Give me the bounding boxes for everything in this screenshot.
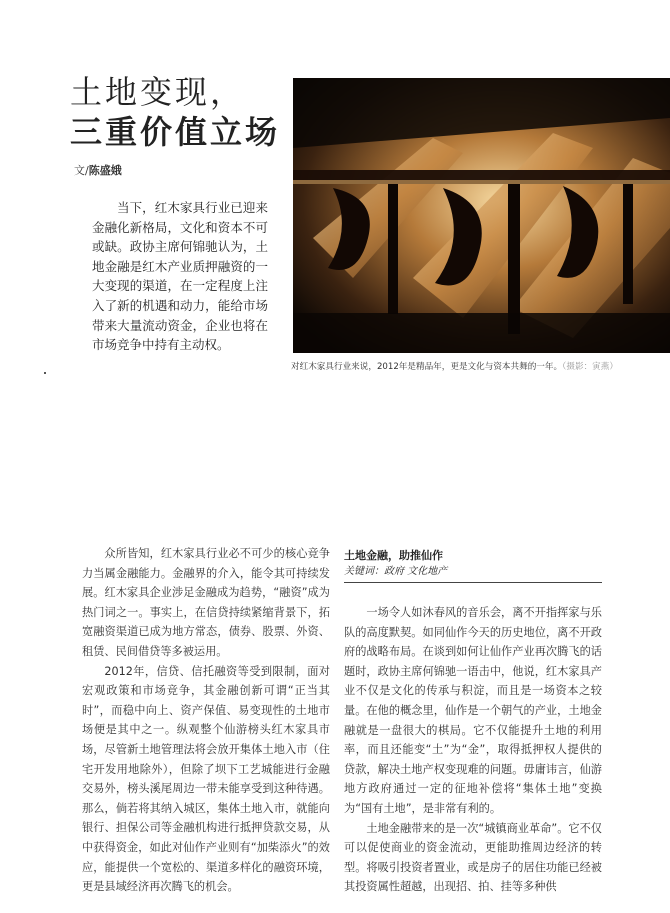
body-column-right [344,548,602,897]
keywords-value: 政府 文化地产 [384,566,448,577]
section-title: 土地金融，助推仙作 [344,549,443,562]
body-paragraph: 众所皆知，红木家具行业必不可少的核心竞争力当属金融能力。金融界的介入，能令其可持续发展。红木家具企业涉足金融成为趋势，“融资”成为热门词之一。事实上，在信贷持续紧缩背景下，拓宽融资渠道已成为地方常态，债券、股票、外资、租赁、民间借贷等多被运用。 [82,547,330,658]
lede-paragraph: 当下，红木家具行业已迎来金融化新格局，文化和资本不可或缺。政协主席何锦驰认为，土地金融是红木产业质押融资的一大变现的渠道，在一定程度上注入了新的机遇和动力，能给市场带来大量流动资金，企业也将在市场竞争中持有主动权。 [92,200,268,353]
byline-prefix: 文/ [74,164,89,177]
byline [74,162,122,178]
article-title-line-2: 三重价值立场 [70,113,281,151]
caption-text: 对红木家具行业来说，2012年是精品年，更是文化与资本共舞的一年。 [291,362,563,372]
margin-mark [44,372,46,374]
body-paragraph: 土地金融带来的是一次“城镇商业革命”。它不仅可以促使商业的资金流动，更能助推周边经济的转型。将吸引投资者置业，或是房子的居住功能已经被其投资属性超越，出现招、拍、挂等多种供 [344,821,602,894]
article-title-line-1: 土地变现， [70,73,246,111]
author-name: 陈盛娥 [88,164,122,177]
keywords-label: 关键词： [344,566,384,577]
rosewood-furniture-image [293,78,670,353]
body-paragraph: 2012年，信贷、信托融资等受到限制，面对宏观政策和市场竞争，其金融创新可谓“正当其时”，而稳中向上、资产保值、易变现性的土地市场便是其中之一。纵观整个仙游榜头红木家具市场，尽管新土地管理法将会放开集体土地入市（住宅开发用地除外），但除了坝下工艺城能进行金融交易外，榜头溪尾周边一带未能享受到这种待遇。那么，倘若将其纳入城区，集体土地入市，就能向银行、担保公司等金融机构进行抵押贷款交易，从中获得资金，如此对仙作产业则有“加柴添火”的效应，能提供一个宽松的、渠道多样化的融资环境，更是县域经济再次腾飞的机会。 [82,664,330,894]
body-paragraph: 一场令人如沐春风的音乐会，离不开指挥家与乐队的高度默契。如同仙作今天的历史地位，离不开政府的战略布局。在谈到如何让仙作产业再次腾飞的话题时，政协主席何锦驰一语击中，他说，红木家具产业不仅是文化的传承与积淀，而且是一场资本之较量。在他的概念里，仙作是一个朝气的产业，土地金融就是一盘很大的棋局。它不仅能提升土地的利用率，而且还能变“土”为“金”，取得抵押权人提供的贷款，解决土地产权变现难的问题。毋庸讳言，仙游地方政府通过一定的征地补偿将“集体土地”变换为“国有土地”，是非常有利的。 [344,606,602,815]
photo-caption [291,360,670,372]
keywords-line [344,564,602,583]
article-photo [293,78,670,353]
body-column-left [82,544,330,897]
photo-credit: （摄影：寅燕） [562,362,618,372]
